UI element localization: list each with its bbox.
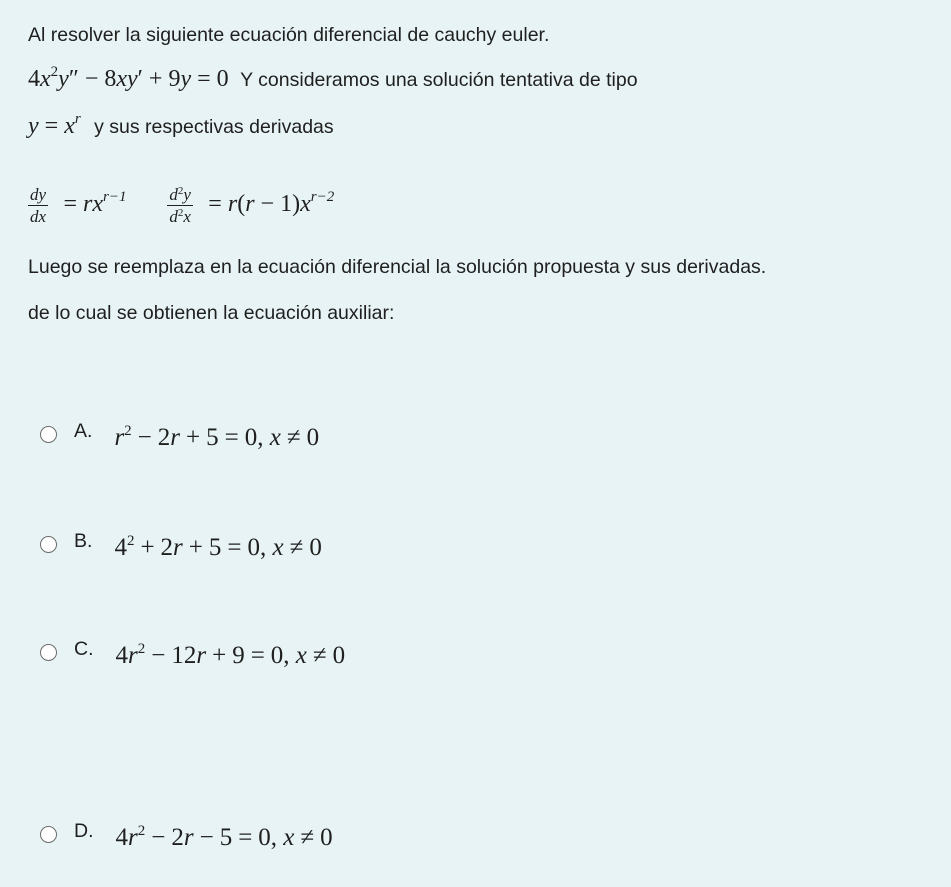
option-d[interactable] — [40, 820, 333, 852]
option-a[interactable] — [40, 420, 319, 452]
equation-line — [28, 66, 638, 93]
option-b-equation: $4^2 + 2r + 5 = 0$, x ≠ 0 — [114, 533, 322, 561]
equation-text: Y consideramos una solución tentativa de tipo — [240, 69, 638, 91]
option-c-radio[interactable] — [40, 644, 57, 661]
option-c[interactable] — [40, 638, 345, 670]
second-derivative: = $r(r - 1)x^{r-2}$ — [208, 189, 335, 217]
option-c-letter: C. — [74, 638, 94, 660]
option-b-radio[interactable] — [40, 536, 57, 553]
option-b[interactable] — [40, 530, 322, 562]
trial-solution: $y = x^r$ — [28, 111, 81, 139]
option-d-letter: D. — [74, 820, 94, 842]
option-a-equation: $r^2 - 2r + 5 = 0$, x ≠ 0 — [114, 423, 320, 451]
first-derivative: = $rx^{r-1}$ — [63, 189, 127, 217]
second-derivative-fraction: $\frac{d^2y}{d^2x}$ — [169, 185, 191, 226]
question-intro: Al resolver la siguiente ecuación diferencial de cauchy euler. — [28, 24, 550, 46]
replace-text: Luego se reemplaza en la ecuación diferencial la solución propuesta y sus derivadas. — [28, 256, 767, 278]
trial-text: y sus respectivas derivadas — [94, 116, 334, 138]
option-c-equation: $4r^2 - 12r + 9 = 0$, x ≠ 0 — [115, 641, 346, 669]
derivatives-line — [28, 186, 334, 226]
auxiliary-text: de lo cual se obtienen la ecuación auxiliar: — [28, 302, 395, 324]
option-d-radio[interactable] — [40, 826, 57, 843]
option-a-radio[interactable] — [40, 426, 57, 443]
option-a-letter: A. — [74, 420, 93, 442]
differential-equation: $4x^2y'' - 8xy' + 9y = 0$ — [28, 64, 229, 92]
option-d-equation: $4r^2 - 2r - 5 = 0$, x ≠ 0 — [115, 823, 333, 851]
first-derivative-fraction: $\frac{dy}{dx}$ — [30, 185, 47, 226]
option-b-letter: B. — [74, 530, 93, 552]
trial-line — [28, 113, 334, 140]
